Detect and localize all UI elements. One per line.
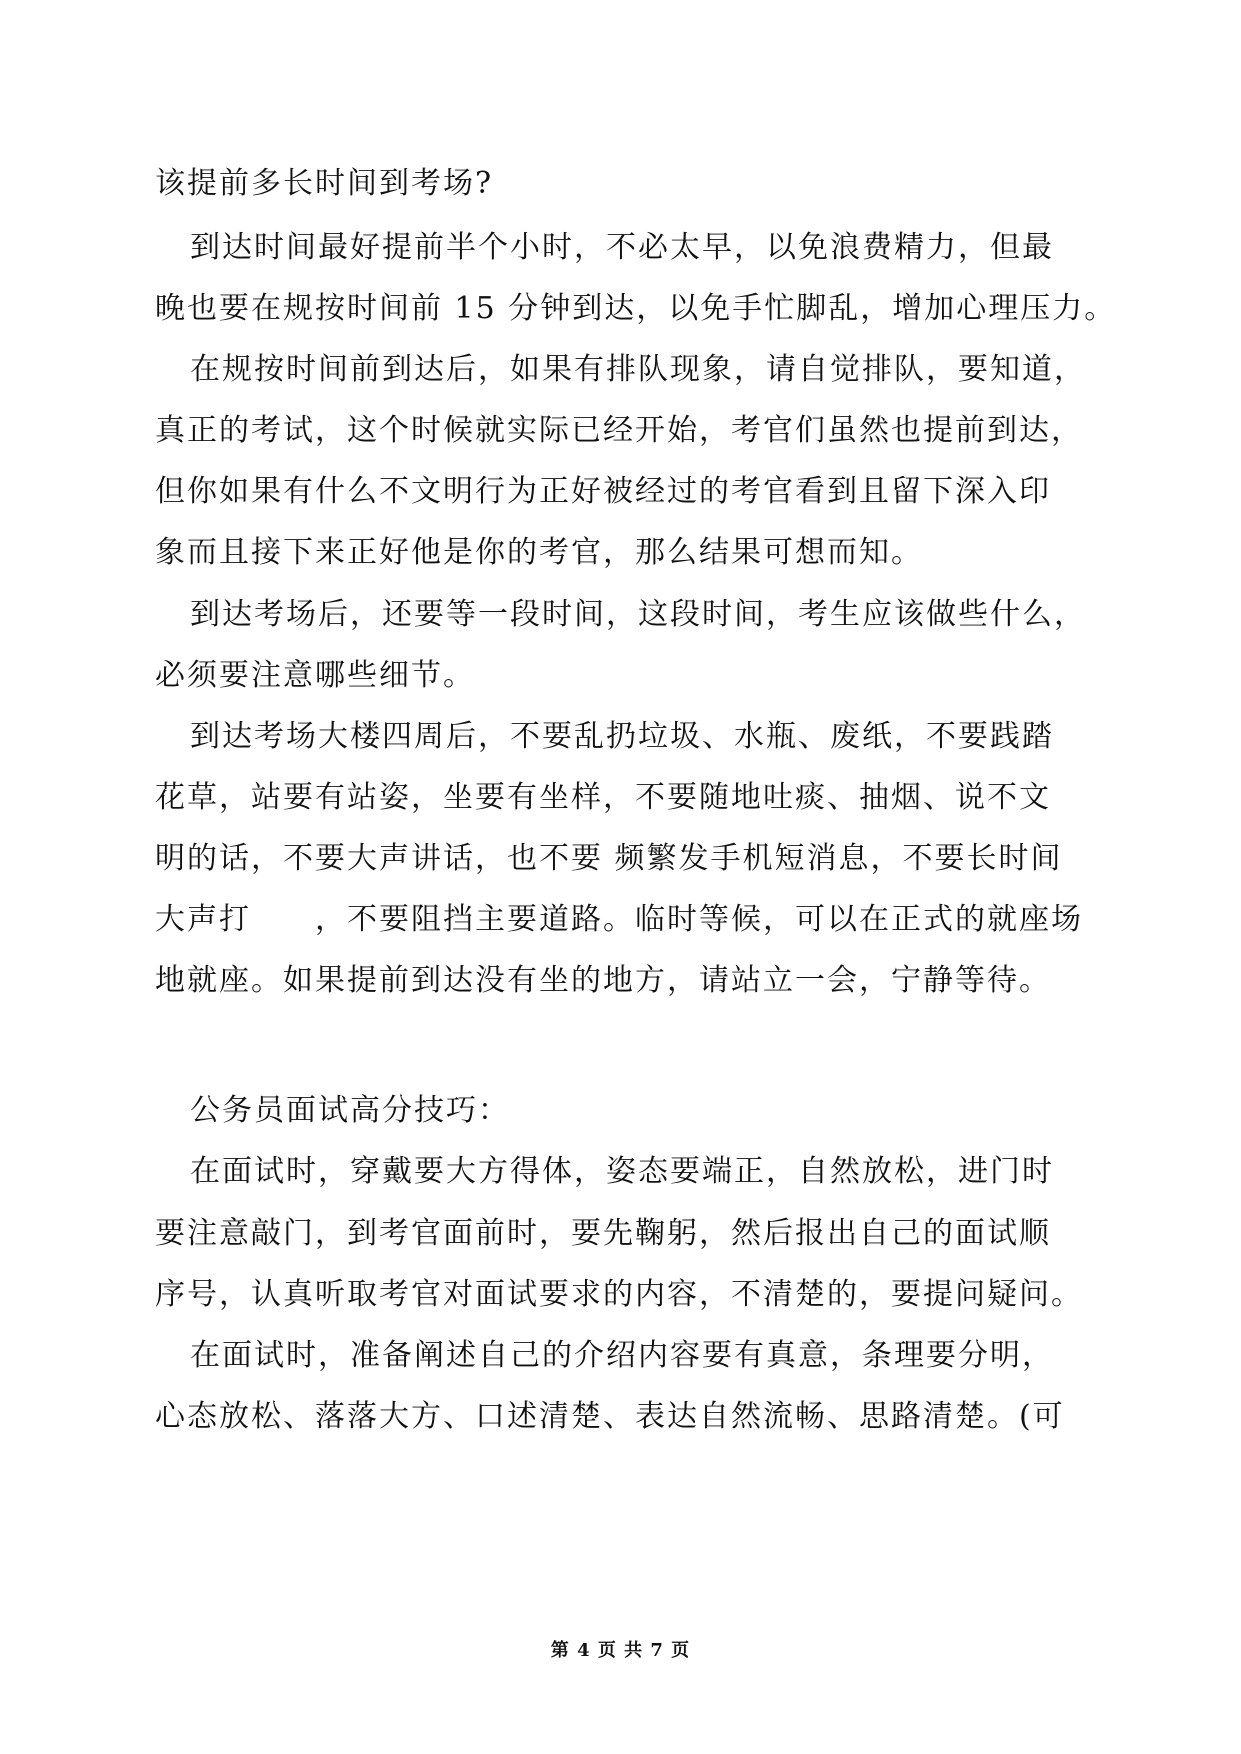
- text-line: 心态放松、落落大方、口述清楚、表达自然流畅、思路清楚。(可: [155, 1399, 1065, 1434]
- text-line: 必须要注意哪些细节。: [155, 658, 475, 693]
- paragraph-start-line: 在面试时，准备阐述自己的介绍内容要有真意，条理要分明，: [190, 1338, 1054, 1373]
- text-line: 晚也要在规按时间前 15 分钟到达，以免手忙脚乱，增加心理压力。: [155, 291, 1117, 326]
- text-line: 地就座。如果提前到达没有坐的地方，请站立一会，宁静等待。: [155, 963, 1051, 998]
- text-line: 真正的考试，这个时候就实际已经开始，考官们虽然也提前到达，: [155, 413, 1083, 448]
- paragraph-start-line: 到达考场后，还要等一段时间，这段时间，考生应该做些什么，: [190, 597, 1086, 632]
- text-line: 明的话，不要大声讲话，也不要 频繁发手机短消息，不要长时间: [155, 841, 1063, 876]
- text-line: 但你如果有什么不文明行为正好被经过的考官看到且留下深入印: [155, 474, 1051, 509]
- paragraph-start-line: 在面试时，穿戴要大方得体，姿态要端正，自然放松，进门时: [190, 1154, 1054, 1189]
- page-number-footer: 第 4 页 共 7 页: [550, 1640, 691, 1661]
- text-line: 该提前多长时间到考场?: [155, 166, 494, 201]
- paragraph-start-line: 到达考场大楼四周后，不要乱扔垃圾、水瓶、废纸，不要践踏: [190, 719, 1054, 754]
- text-line: 要注意敲门，到考官面前时，要先鞠躬，然后报出自己的面试顺: [155, 1216, 1051, 1251]
- paragraph-start-line: 在规按时间前到达后，如果有排队现象，请自觉排队，要知道，: [190, 352, 1086, 387]
- text-line: 序号，认真听取考官对面试要求的内容，不清楚的，要提问疑问。: [155, 1277, 1083, 1312]
- text-line: 花草，站要有站姿，坐要有坐样，不要随地吐痰、抽烟、说不文: [155, 780, 1051, 815]
- section-heading: 公务员面试高分技巧：: [190, 1093, 510, 1128]
- text-line: 大声打 ，不要阻挡主要道路。临时等候，可以在正式的就座场: [155, 902, 1083, 937]
- text-line: 象而且接下来正好他是你的考官，那么结果可想而知。: [155, 535, 923, 570]
- paragraph-start-line: 到达时间最好提前半个小时，不必太早，以免浪费精力，但最: [190, 230, 1054, 265]
